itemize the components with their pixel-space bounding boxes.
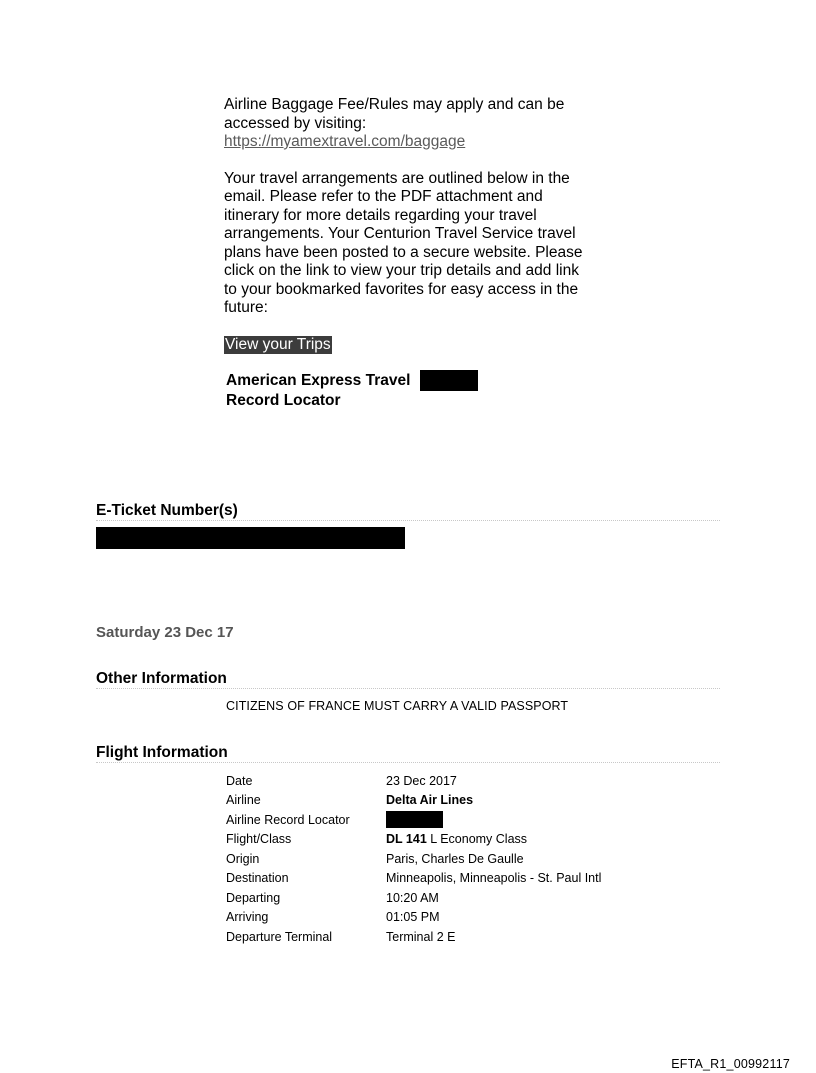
departure-terminal-value: Terminal 2 E [386,929,456,944]
flight-information-heading: Flight Information [96,744,720,763]
other-information-text: CITIZENS OF FRANCE MUST CARRY A VALID PASSPORT [226,699,569,713]
origin-value: Paris, Charles De Gaulle [386,851,524,866]
departing-value: 10:20 AM [386,890,439,905]
amex-travel-label: American Express Travel [226,372,411,389]
arrangements-text: Your travel arrangements are outlined below in the email. Please refer to the PDF attachment and itinerary for more details regarding your travel arrangements. Your Centurion Travel Service travel plans have been posted to a secure website. Please click on the link to view your trip details and add link to your bookmarked favorites for easy access in the future: [224,169,583,316]
destination-label: Destination [226,871,289,886]
table-row [226,810,601,830]
departure-terminal-label: Departure Terminal [226,929,333,944]
airline-label: Airline [226,793,261,808]
origin-label: Origin [226,851,260,866]
other-information-heading: Other Information [96,670,720,689]
record-locator-label: Record Locator [226,392,341,409]
redaction-eticket-numbers [96,527,405,549]
airline-record-locator-label: Airline Record Locator [226,812,350,827]
airline-value: Delta Air Lines [386,793,474,808]
baggage-text: Airline Baggage Fee/Rules may apply and can be accessed by visiting: [224,96,565,132]
day-date-heading: Saturday 23 Dec 17 [96,624,234,641]
arriving-label: Arriving [226,910,269,925]
table-row [226,771,601,791]
baggage-link[interactable]: https://myamextravel.com/baggage [224,133,466,150]
record-locator-block [226,370,596,410]
redaction-airline-locator [386,811,443,828]
date-label: Date [226,773,253,788]
baggage-notice [224,96,596,152]
departing-label: Departing [226,890,281,905]
table-row [226,830,601,850]
document-id: EFTA_R1_00992117 [671,1057,790,1071]
flight-number: DL 141 [386,832,427,847]
airline-record-locator-value [386,810,601,830]
table-row [226,869,601,889]
table-row [226,908,601,928]
flight-details-table [226,771,601,947]
intro-block [224,96,596,410]
redaction-amex-locator [420,370,478,391]
eticket-heading: E-Ticket Number(s) [96,502,720,521]
destination-value: Minneapolis, Minneapolis - St. Paul Intl [386,871,602,886]
table-row [226,791,601,811]
date-value: 23 Dec 2017 [386,773,457,788]
flight-class-label: Flight/Class [226,832,292,847]
arriving-value: 01:05 PM [386,910,440,925]
flight-class-value [386,830,601,850]
table-row [226,849,601,869]
flight-class: L Economy Class [426,832,528,847]
view-trips-link[interactable]: View your Trips [225,335,331,353]
table-row [226,927,601,947]
table-row [226,888,601,908]
